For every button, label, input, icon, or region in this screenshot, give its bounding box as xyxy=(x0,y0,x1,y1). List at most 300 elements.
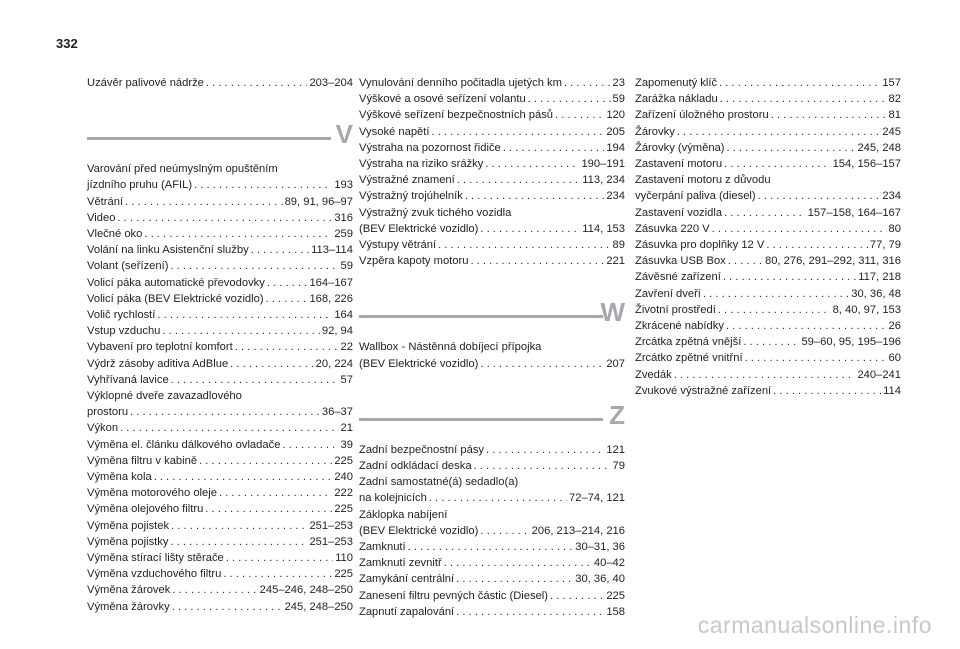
index-entry xyxy=(635,350,901,366)
index-group-u-continued xyxy=(87,75,353,91)
dot-leader xyxy=(555,107,604,123)
dot-leader xyxy=(771,107,887,123)
section-divider xyxy=(359,315,603,318)
entry-term: Vyhřívaná lavice xyxy=(87,373,169,386)
index-entry xyxy=(359,523,625,539)
dot-leader xyxy=(194,177,332,193)
index-entry xyxy=(87,291,353,307)
entry-term: Volič rychlostí xyxy=(87,309,156,322)
entry-pages: 245, 248–250 xyxy=(284,600,353,613)
index-entry xyxy=(359,253,625,269)
section-letter: V xyxy=(335,119,353,150)
index-entry xyxy=(635,156,901,172)
dot-leader xyxy=(503,140,605,156)
entry-term: Zastavení motoru xyxy=(635,158,723,171)
section-header-w xyxy=(359,291,625,339)
entry-term: Závěsné zařízení xyxy=(635,271,721,284)
index-entry xyxy=(87,161,353,177)
entry-pages: 316 xyxy=(334,211,353,224)
entry-pages: 240–241 xyxy=(857,368,901,381)
index-entry xyxy=(87,177,353,193)
index-entry xyxy=(635,253,901,269)
index-column-1 xyxy=(87,75,353,615)
dot-leader xyxy=(724,205,806,221)
entry-pages: 121 xyxy=(606,443,625,456)
index-entry xyxy=(359,124,625,140)
index-entry xyxy=(635,75,901,91)
entry-pages: 79 xyxy=(612,460,625,473)
index-entry xyxy=(359,474,625,490)
index-entry xyxy=(359,172,625,188)
entry-term: Zadní odkládací deska xyxy=(359,460,472,473)
index-entry xyxy=(359,539,625,555)
index-column-2 xyxy=(359,75,625,620)
index-entry xyxy=(359,205,625,221)
entry-pages: 60 xyxy=(888,352,901,365)
entry-pages: 154, 156–157 xyxy=(832,158,901,171)
entry-term: Výstraha na riziko srážky xyxy=(359,158,484,171)
entry-pages: 225 xyxy=(334,454,353,467)
dot-leader xyxy=(486,442,604,458)
index-group-z xyxy=(359,442,625,620)
dot-leader xyxy=(564,75,611,91)
entry-term: Výměna vzduchového filtru xyxy=(87,568,222,581)
entry-pages: 23 xyxy=(612,77,625,89)
index-entry xyxy=(359,604,625,620)
index-entry xyxy=(87,437,353,453)
index-entry xyxy=(635,188,901,204)
index-entry xyxy=(635,334,901,350)
entry-term: vyčerpání paliva (diesel) xyxy=(635,190,756,203)
dot-leader xyxy=(703,286,849,302)
index-entry xyxy=(359,571,625,587)
entry-term: Zastavení motoru z důvodu xyxy=(635,174,771,187)
index-group-z-continued xyxy=(635,75,901,399)
entry-term: jízdního pruhu (AFIL) xyxy=(87,179,193,192)
entry-term: Výměna stírací lišty stěrače xyxy=(87,552,224,565)
index-entry xyxy=(87,194,353,210)
entry-pages: 234 xyxy=(606,190,625,203)
dot-leader xyxy=(528,91,611,107)
entry-pages: 59 xyxy=(340,260,353,273)
index-entry xyxy=(635,107,901,123)
entry-term: Výstražné znamení xyxy=(359,174,455,187)
index-entry xyxy=(635,286,901,302)
dot-leader xyxy=(117,210,332,226)
dot-leader xyxy=(267,275,308,291)
entry-pages: 194 xyxy=(606,141,625,154)
dot-leader xyxy=(429,490,567,506)
index-entry xyxy=(87,307,353,323)
index-entry xyxy=(635,91,901,107)
index-entry xyxy=(87,356,353,372)
index-entry xyxy=(635,205,901,221)
index-entry xyxy=(87,534,353,550)
entry-term: Zamykání centrální xyxy=(359,573,455,586)
entry-pages: 234 xyxy=(882,190,901,203)
entry-pages: 39 xyxy=(340,438,353,451)
entry-pages: 89, 91, 96–97 xyxy=(284,195,353,208)
dot-leader xyxy=(206,75,308,91)
index-entry xyxy=(359,490,625,506)
entry-pages: 225 xyxy=(334,503,353,516)
entry-term: (BEV Elektrické vozidlo) xyxy=(359,222,479,235)
dot-leader xyxy=(205,501,332,517)
entry-term: Žárovky (výměna) xyxy=(635,141,725,154)
entry-term: Výklopné dveře zavazadlového xyxy=(87,390,242,403)
section-header-z xyxy=(359,394,625,442)
index-group-v-continued xyxy=(359,75,625,269)
entry-pages: 89 xyxy=(612,239,625,252)
entry-pages: 36–37 xyxy=(321,406,353,419)
index-entry xyxy=(87,518,353,534)
entry-term: Výstraha na pozornost řidiče xyxy=(359,141,501,154)
entry-pages: 21 xyxy=(340,422,353,435)
entry-pages: 259 xyxy=(334,228,353,241)
index-entry xyxy=(87,501,353,517)
entry-pages: 245–246, 248–250 xyxy=(259,584,353,597)
dot-leader xyxy=(724,156,831,172)
entry-term: Varování před neúmyslným opuštěním xyxy=(87,163,278,176)
entry-term: Zamknutí xyxy=(359,541,406,554)
entry-term: (BEV Elektrické vozidlo) xyxy=(359,357,479,370)
entry-pages: 157 xyxy=(882,77,901,89)
dot-leader xyxy=(456,604,604,620)
entry-term: Výměna kola xyxy=(87,471,152,484)
entry-term: Vzpěra kapoty motoru xyxy=(359,255,469,268)
entry-term: Zarážka nákladu xyxy=(635,93,718,106)
index-entry xyxy=(87,453,353,469)
index-entry xyxy=(87,469,353,485)
entry-pages: 80 xyxy=(888,222,901,235)
entry-pages: 22 xyxy=(340,341,353,354)
section-letter: Z xyxy=(609,399,625,430)
dot-leader xyxy=(162,323,320,339)
entry-pages: 20, 224 xyxy=(315,357,353,370)
dot-leader xyxy=(125,194,282,210)
entry-term: Výstražný trojúhelník xyxy=(359,190,463,203)
entry-pages: 225 xyxy=(606,589,625,602)
section-letter: W xyxy=(600,297,625,328)
entry-pages: 206, 213–214, 216 xyxy=(531,524,625,537)
index-entry xyxy=(635,124,901,140)
index-entry xyxy=(87,210,353,226)
dot-leader xyxy=(745,350,887,366)
dot-leader xyxy=(485,156,579,172)
dot-leader xyxy=(171,518,307,534)
page-number: 332 xyxy=(56,36,78,51)
index-entry xyxy=(87,323,353,339)
entry-pages: 80, 276, 291–292, 311, 316 xyxy=(764,255,901,268)
entry-term: Zrcátka zpětná vnější xyxy=(635,336,742,349)
index-entry xyxy=(359,107,625,123)
dot-leader xyxy=(219,485,332,501)
entry-pages: 225 xyxy=(334,568,353,581)
entry-term: Zásuvka pro doplňky 12 V xyxy=(635,239,765,252)
entry-term: Video xyxy=(87,211,116,224)
entry-term: Vybavení pro teplotní komfort xyxy=(87,341,233,354)
index-entry xyxy=(359,140,625,156)
index-entry xyxy=(87,404,353,420)
entry-term: Zavření dveří xyxy=(635,287,701,300)
entry-pages: 113, 234 xyxy=(582,174,625,187)
index-entry xyxy=(87,420,353,436)
dot-leader xyxy=(226,550,333,566)
index-entry xyxy=(359,75,625,91)
entry-term: Zrcátko zpětné vnitřní xyxy=(635,352,743,365)
dot-leader xyxy=(456,571,573,587)
index-entry xyxy=(359,91,625,107)
index-entry xyxy=(635,140,901,156)
dot-leader xyxy=(235,339,339,355)
entry-term: Uzávěr palivové nádrže xyxy=(87,77,204,89)
entry-term: Wallbox - Nástěnná dobíjecí přípojka xyxy=(359,341,542,354)
dot-leader xyxy=(120,420,338,436)
dot-leader xyxy=(773,383,881,399)
entry-term: Větrání xyxy=(87,195,124,208)
entry-pages: 92, 94 xyxy=(321,325,353,338)
entry-pages: 240 xyxy=(334,471,353,484)
index-entry xyxy=(359,507,625,523)
index-entry xyxy=(359,588,625,604)
dot-leader xyxy=(718,302,831,318)
entry-pages: 72–74, 121 xyxy=(569,492,625,505)
entry-term: Zařízení úložného prostoru xyxy=(635,109,769,122)
dot-leader xyxy=(766,237,868,253)
dot-leader xyxy=(470,253,604,269)
entry-term: prostoru xyxy=(87,406,129,419)
entry-term: na kolejnicích xyxy=(359,492,427,505)
entry-term: Výstupy větrání xyxy=(359,239,437,252)
entry-pages: 120 xyxy=(606,109,625,122)
dot-leader xyxy=(726,318,887,334)
dot-leader xyxy=(743,334,799,350)
entry-term: Výškové a osové seřízení volantu xyxy=(359,93,526,106)
entry-term: Vysoké napětí xyxy=(359,125,430,138)
entry-term: Výměna filtru v kabině xyxy=(87,454,198,467)
entry-pages: 77, 79 xyxy=(869,239,901,252)
index-entry xyxy=(359,221,625,237)
entry-pages: 245 xyxy=(882,125,901,138)
index-entry xyxy=(635,302,901,318)
entry-term: Výměna pojistek xyxy=(87,519,170,532)
index-entry xyxy=(87,258,353,274)
index-entry xyxy=(635,221,901,237)
dot-leader xyxy=(550,588,604,604)
dot-leader xyxy=(171,372,339,388)
dot-leader xyxy=(230,356,314,372)
entry-pages: 113–114 xyxy=(311,244,353,257)
dot-leader xyxy=(457,172,581,188)
entry-term: Zkrácené nabídky xyxy=(635,320,724,333)
entry-pages: 221 xyxy=(606,255,625,268)
index-entry xyxy=(87,388,353,404)
entry-term: Zásuvka USB Box xyxy=(635,255,726,268)
entry-term: Životní prostředí xyxy=(635,303,716,316)
dot-leader xyxy=(130,404,320,420)
index-entry xyxy=(87,485,353,501)
entry-pages: 157–158, 164–167 xyxy=(807,206,901,219)
entry-pages: 81 xyxy=(888,109,901,122)
entry-term: Žárovky xyxy=(635,125,675,138)
dot-leader xyxy=(465,188,604,204)
entry-pages: 40–42 xyxy=(593,557,625,570)
entry-term: Zvukové výstražné zařízení xyxy=(635,384,772,397)
index-entry xyxy=(635,269,901,285)
index-entry xyxy=(359,156,625,172)
dot-leader xyxy=(758,188,881,204)
dot-leader xyxy=(720,91,887,107)
entry-term: Zapnutí zapalování xyxy=(359,605,455,618)
entry-term: Výměna žárovky xyxy=(87,600,170,613)
dot-leader xyxy=(480,523,529,539)
entry-term: Výměna pojistky xyxy=(87,535,169,548)
dot-leader xyxy=(723,269,856,285)
dot-leader xyxy=(728,253,763,269)
dot-leader xyxy=(157,307,332,323)
entry-term: Zastavení vozidla xyxy=(635,206,723,219)
index-entry xyxy=(635,318,901,334)
entry-term: Zapomenutý klíč xyxy=(635,77,718,89)
entry-pages: 207 xyxy=(606,357,625,370)
entry-pages: 26 xyxy=(888,320,901,333)
entry-pages: 164 xyxy=(334,309,353,322)
entry-pages: 193 xyxy=(334,179,353,192)
section-divider xyxy=(359,418,603,421)
dot-leader xyxy=(223,566,332,582)
entry-term: Výdrž zásoby aditiva AdBlue xyxy=(87,357,229,370)
index-entry xyxy=(635,367,901,383)
dot-leader xyxy=(474,458,611,474)
entry-term: Zadní bezpečnostní pásy xyxy=(359,443,485,456)
index-entry xyxy=(87,582,353,598)
entry-pages: 57 xyxy=(340,373,353,386)
index-entry xyxy=(87,242,353,258)
entry-term: Záklopka nabíjení xyxy=(359,508,448,521)
index-entry xyxy=(635,237,901,253)
entry-term: Výměna el. článku dálkového ovladače xyxy=(87,438,281,451)
entry-term: Volání na linku Asistenční služby xyxy=(87,244,249,257)
index-entry xyxy=(87,566,353,582)
entry-term: Zadní samostatné(á) sedadlo(a) xyxy=(359,476,519,489)
entry-term: Výměna motorového oleje xyxy=(87,487,217,500)
dot-leader xyxy=(170,534,307,550)
dot-leader xyxy=(727,140,856,156)
dot-leader xyxy=(677,124,881,140)
entry-term: Výškové seřízení bezpečnostních pásů xyxy=(359,109,554,122)
dot-leader xyxy=(444,555,592,571)
index-entry xyxy=(87,599,353,615)
entry-term: (BEV Elektrické vozidlo) xyxy=(359,524,479,537)
entry-term: Zanesení filtru pevných částic (Diesel) xyxy=(359,589,549,602)
index-column-3 xyxy=(635,75,901,399)
entry-pages: 117, 218 xyxy=(858,271,901,284)
index-entry xyxy=(359,237,625,253)
entry-pages: 251–253 xyxy=(309,535,353,548)
index-entry xyxy=(87,372,353,388)
section-divider xyxy=(87,137,331,140)
entry-pages: 164–167 xyxy=(309,276,353,289)
entry-term: Zamknutí zevnitř xyxy=(359,557,442,570)
entry-term: Výměna olejového filtru xyxy=(87,503,204,516)
entry-pages: 222 xyxy=(334,487,353,500)
entry-pages: 30, 36, 48 xyxy=(851,287,901,300)
entry-pages: 114, 153 xyxy=(582,222,625,235)
index-entry xyxy=(635,172,901,188)
entry-pages: 158 xyxy=(606,605,625,618)
index-group-v xyxy=(87,161,353,615)
entry-term: Výměna žárovek xyxy=(87,584,171,597)
entry-pages: 205 xyxy=(606,125,625,138)
entry-pages: 82 xyxy=(888,93,901,106)
entry-pages: 190–191 xyxy=(581,158,625,171)
dot-leader xyxy=(480,221,580,237)
entry-pages: 30–31, 36 xyxy=(575,541,625,554)
entry-pages: 30, 36, 40 xyxy=(575,573,625,586)
index-entry xyxy=(359,458,625,474)
entry-term: Vstup vzduchu xyxy=(87,325,161,338)
entry-term: Volant (seřízení) xyxy=(87,260,169,273)
dot-leader xyxy=(266,291,308,307)
section-header-v xyxy=(87,113,353,161)
index-entry xyxy=(87,226,353,242)
entry-term: Volicí páka (BEV Elektrické vozidlo) xyxy=(87,292,264,305)
dot-leader xyxy=(170,258,338,274)
index-entry xyxy=(359,188,625,204)
index-entry xyxy=(87,275,353,291)
dot-leader xyxy=(251,242,309,258)
dot-leader xyxy=(172,599,283,615)
index-entry xyxy=(359,356,625,372)
entry-pages: 59 xyxy=(612,93,625,106)
dot-leader xyxy=(719,75,880,91)
entry-term: Výkon xyxy=(87,422,119,435)
index-entry xyxy=(359,555,625,571)
dot-leader xyxy=(144,226,332,242)
index-entry xyxy=(87,550,353,566)
dot-leader xyxy=(431,124,604,140)
dot-leader xyxy=(712,221,887,237)
index-entry xyxy=(87,75,353,91)
entry-term: Vlečné oko xyxy=(87,228,143,241)
index-entry xyxy=(359,442,625,458)
entry-pages: 245, 248 xyxy=(857,141,901,154)
index-entry xyxy=(359,339,625,355)
watermark: carmanualsonline.info xyxy=(697,612,932,638)
entry-pages: 59–60, 95, 195–196 xyxy=(801,336,901,349)
entry-term: Zvedák xyxy=(635,368,672,381)
entry-pages: 8, 40, 97, 153 xyxy=(832,303,901,316)
entry-pages: 203–204 xyxy=(309,77,353,89)
entry-term: Vynulování denního počitadla ujetých km xyxy=(359,77,562,89)
dot-leader xyxy=(438,237,610,253)
index-group-w xyxy=(359,339,625,371)
dot-leader xyxy=(154,469,333,485)
dot-leader xyxy=(199,453,332,469)
index-entry xyxy=(87,339,353,355)
dot-leader xyxy=(408,539,574,555)
entry-pages: 168, 226 xyxy=(309,292,353,305)
entry-pages: 110 xyxy=(335,552,353,565)
dot-leader xyxy=(172,582,257,598)
entry-term: Volicí páka automatické převodovky xyxy=(87,276,265,289)
entry-pages: 114 xyxy=(883,384,901,397)
entry-term: Zásuvka 220 V xyxy=(635,222,710,235)
entry-pages: 251–253 xyxy=(309,519,353,532)
dot-leader xyxy=(480,356,604,372)
index-entry xyxy=(635,383,901,399)
dot-leader xyxy=(282,437,338,453)
